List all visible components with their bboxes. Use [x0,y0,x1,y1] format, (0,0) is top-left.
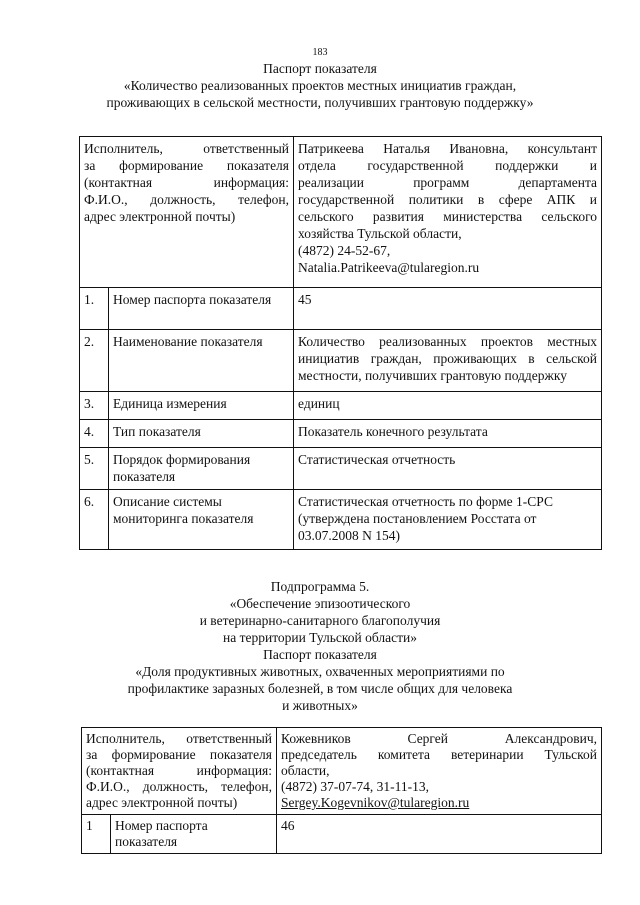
row-number: 6. [80,490,109,550]
passport-1-subtitle-line-2: проживающих в сельской местности, получивших грантовую поддержку» [106,95,534,110]
passport-2-subtitle-line-3: и животных» [282,698,358,713]
row-value: Количество реализованных проектов местных инициатив граждан, проживающих в сельской местности, получивших грантовую поддержку [294,330,602,392]
executor-value-line: Патрикеева Наталья Ивановна, консультант [298,141,598,156]
table-row [80,288,602,330]
table-row [80,392,602,420]
row-label: Единица измерения [109,392,294,420]
row-number: 1 [82,815,111,854]
executor-email: Sergey.Kogevnikov@tularegion.ru [281,795,470,810]
page-number: 183 [312,47,328,58]
subprogram-header [60,578,580,714]
executor-value-cell [294,137,602,288]
row-label: Тип показателя [109,420,294,448]
table-row [80,490,602,550]
row-value: Статистическая отчетность по форме 1-СРС (утверждена постановлением Росстата от 03.07.2008 N 154) [294,490,602,550]
executor-label-line: адрес электронной почты) [84,209,236,224]
row-label: Номер паспорта показателя [109,288,294,330]
passport-1-header [60,60,580,111]
executor-label-line: Исполнитель, ответственный [86,731,273,746]
executor-label-line: за формирование показателя [86,747,273,762]
row-label: Порядок формирования показателя [109,448,294,490]
executor-email: Natalia.Patrikeeva@tularegion.ru [298,260,480,275]
row-value: единиц [294,392,602,420]
passport-1-table [79,136,602,550]
table-row [82,815,602,854]
executor-label-cell [80,137,294,288]
passport-2-table [81,727,602,854]
row-value: 46 [277,815,602,854]
executor-label-line: (контактная информация: [84,175,290,190]
executor-value-line: государственной политики в сфере АПК и [298,192,598,207]
row-label: Номер паспорта показателя [111,815,277,854]
executor-value-line: области, [281,763,330,778]
table-row [80,137,602,288]
executor-value-cell [277,728,602,815]
executor-value-line: отдела государственной поддержки и [298,158,598,173]
row-number: 2. [80,330,109,392]
executor-label-cell [82,728,277,815]
table-row [80,448,602,490]
row-number: 1. [80,288,109,330]
row-number: 3. [80,392,109,420]
executor-value-line: председатель комитета ветеринарии Тульской [281,747,598,762]
row-value: Показатель конечного результата [294,420,602,448]
row-value: Статистическая отчетность [294,448,602,490]
row-number: 5. [80,448,109,490]
executor-value-line: Кожевников Сергей Александрович, [281,731,598,746]
executor-label-line: Ф.И.О., должность, телефон, [86,779,273,794]
passport-2-subtitle-line-1: «Доля продуктивных животных, охваченных мероприятиями по [135,664,505,679]
passport-2-title: Паспорт показателя [263,647,377,662]
executor-label-line: за формирование показателя [84,158,290,173]
executor-label-line: Исполнитель, ответственный [84,141,290,156]
passport-1-title: Паспорт показателя [263,61,377,76]
passport-2-subtitle-line-2: профилактике заразных болезней, в том числе общих для человека [127,681,513,696]
row-label: Описание системы мониторинга показателя [109,490,294,550]
table-row [80,330,602,392]
subprogram-line-1: «Обеспечение эпизоотического [229,596,411,611]
subprogram-line-2: и ветеринарно-санитарного благополучия [199,613,441,628]
executor-value-line: реализации программ департамента [298,175,598,190]
executor-value-line: (4872) 24-52-67, [298,243,391,258]
table-row [80,420,602,448]
row-label: Наименование показателя [109,330,294,392]
subprogram-line-3: на территории Тульской области» [223,630,417,645]
row-value: 45 [294,288,602,330]
executor-label-line: адрес электронной почты) [86,795,238,810]
executor-value-line: (4872) 37-07-74, 31-11-13, [281,779,429,794]
executor-label-line: Ф.И.О., должность, телефон, [84,192,290,207]
table-row [82,728,602,815]
executor-label-line: (контактная информация: [86,763,273,778]
executor-value-line: сельского развития министерства сельского [298,209,598,224]
subprogram-title: Подпрограмма 5. [270,579,370,594]
passport-1-subtitle-line-1: «Количество реализованных проектов местных инициатив граждан, [123,78,517,93]
row-number: 4. [80,420,109,448]
executor-value-line: хозяйства Тульской области, [298,226,462,241]
